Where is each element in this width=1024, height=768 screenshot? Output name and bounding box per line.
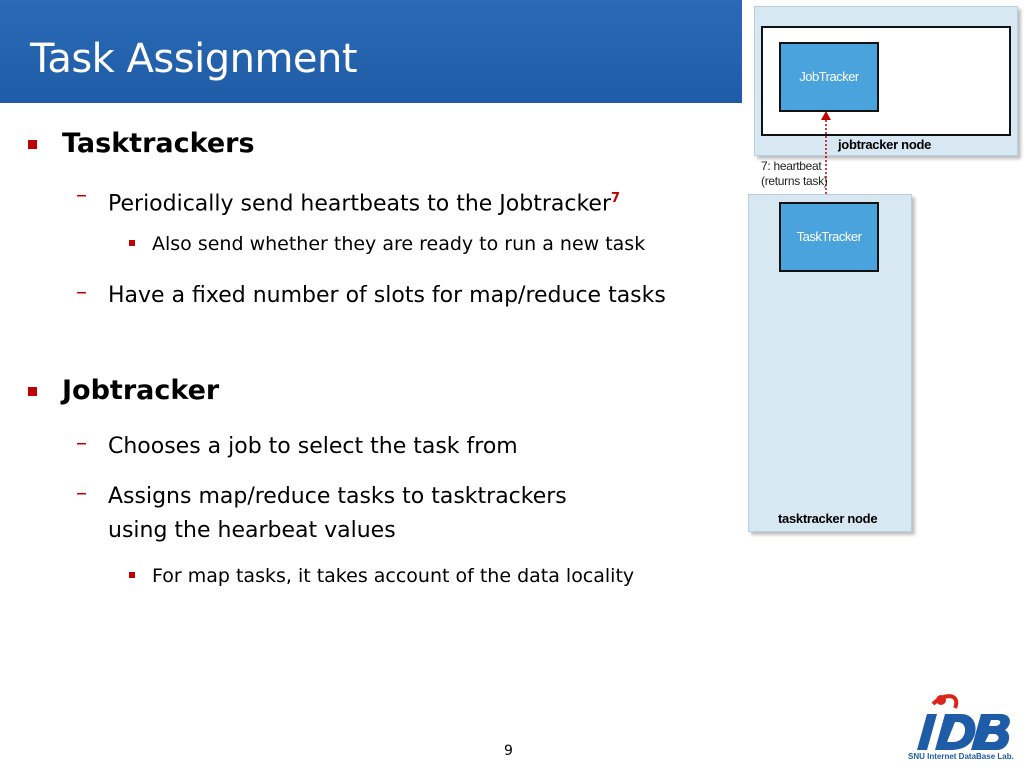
- heartbeat-label-line2: (returns task): [761, 174, 828, 188]
- square-bullet-icon: [129, 240, 135, 246]
- heartbeat-arrow-icon: [820, 108, 832, 204]
- bullet-chooses-job: Chooses a job to select the task from: [108, 434, 518, 459]
- dash-bullet-icon: –: [76, 481, 87, 506]
- footnote-marker: 7: [611, 191, 621, 206]
- slide-title: Task Assignment: [30, 36, 358, 82]
- dash-bullet-icon: –: [76, 431, 87, 456]
- logo-subtitle: SNU Internet DataBase Lab.: [908, 752, 1014, 761]
- bullet-heartbeats-text: Periodically send heartbeats to the Jobtracker: [108, 191, 611, 217]
- page-number: 9: [504, 743, 513, 759]
- section-heading-tasktrackers: Tasktrackers: [62, 128, 255, 159]
- bullet-assigns-tasks-line1: Assigns map/reduce tasks to tasktrackers: [108, 484, 567, 509]
- bullet-heartbeats: [108, 182, 620, 221]
- bullet-ready-to-run: Also send whether they are ready to run a new task: [152, 233, 646, 255]
- bullet-fixed-slots: Have a fixed number of slots for map/reduce tasks: [108, 283, 666, 308]
- heartbeat-diagram: [742, 0, 1024, 560]
- tasktracker-box: TaskTracker: [779, 202, 879, 272]
- jobtracker-node-label: jobtracker node: [838, 137, 932, 152]
- section-heading-jobtracker: Jobtracker: [62, 375, 220, 406]
- square-bullet-icon: [28, 140, 37, 149]
- dash-bullet-icon: –: [76, 183, 87, 208]
- heartbeat-label-line1: 7: heartbeat: [761, 159, 822, 173]
- square-bullet-icon: [129, 572, 135, 578]
- dash-bullet-icon: –: [76, 280, 87, 305]
- jobtracker-box: JobTracker: [779, 42, 879, 112]
- bullet-assigns-tasks-line2: using the hearbeat values: [108, 518, 396, 543]
- square-bullet-icon: [28, 387, 37, 396]
- bullet-data-locality: For map tasks, it takes account of the data locality: [152, 565, 635, 587]
- title-bar: [0, 0, 742, 103]
- tasktracker-node-label: tasktracker node: [778, 511, 878, 526]
